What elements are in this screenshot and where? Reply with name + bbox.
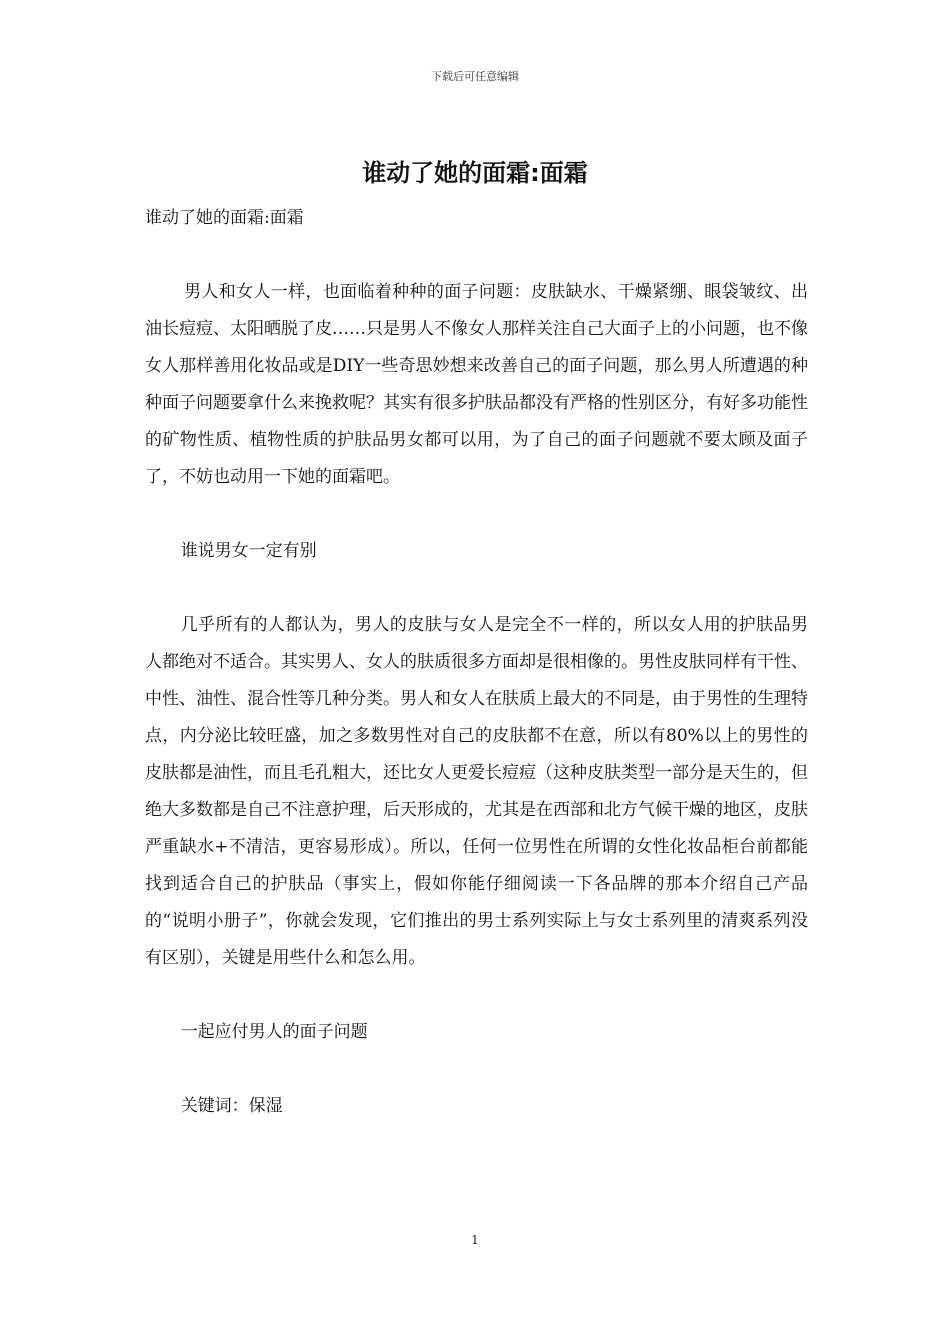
blank-line — [145, 570, 808, 607]
blank-line — [145, 496, 808, 533]
intro-paragraph: 男人和女人一样，也面临着种种的面子问题：皮肤缺水、干燥紧绷、眼袋皱纹、出油长痘痘、太阳晒脱了皮……只是男人不像女人那样关注自己大面子上的小问题，也不像女人那样善用化妆品或是DIY一些奇思妙想来改善自己的面子问题，那么男人所遭遇的种种面子问题要拿什么来挽救呢？其实有很多护肤品都没有严格的性别区分，有好多功能性的矿物性质、植物性质的护肤品男女都可以用，为了自己的面子问题就不要太顾及面子了，不妨也动用一下她的面霜吧。 — [145, 282, 808, 487]
subtitle-line: 谁动了她的面霜:面霜 — [145, 208, 304, 228]
body-paragraph-skin: 几乎所有的人都认为，男人的皮肤与女人是完全不一样的，所以女人用的护肤品男人都绝对不适合。其实男人、女人的肤质很多方面却是很相像的。男性皮肤同样有干性、中性、油性、混合性等几种分类。男人和女人在肤质上最大的不同是，由于男性的生理特点，内分泌比较旺盛，加之多数男性对自己的皮肤都不在意，所以有80%以上的男性的皮肤都是油性，而且毛孔粗大，还比女人更爱长痘痘（这种皮肤类型一部分是天生的，但绝大多数都是自己不注意护理，后天形成的，尤其是在西部和北方气候干燥的地区，皮肤严重缺水+不清洁，更容易形成）。所以，任何一位男性在所谓的女性化妆品柜台前都能找到适合自己的护肤品（事实上，假如你能仔细阅读一下各品牌的那本介绍自己产品的“说明小册子”，你就会发现，它们推出的男士系列实际上与女士系列里的清爽系列没有区别），关键是用些什么和怎么用。 — [145, 615, 808, 968]
keyword-line: 关键词：保湿 — [180, 1096, 283, 1116]
page-number: 1 — [471, 1233, 479, 1247]
header-note: 下载后可任意编辑 — [431, 70, 519, 83]
section-heading-face-problems: 一起应付男人的面子问题 — [180, 1022, 368, 1042]
blank-line — [145, 237, 808, 274]
document-body — [145, 200, 808, 1125]
blank-line — [145, 977, 808, 1014]
blank-line — [145, 1051, 808, 1088]
section-heading-gender: 谁说男女一定有别 — [180, 541, 317, 561]
document-title: 谁动了她的面霜:面霜 — [362, 159, 588, 187]
